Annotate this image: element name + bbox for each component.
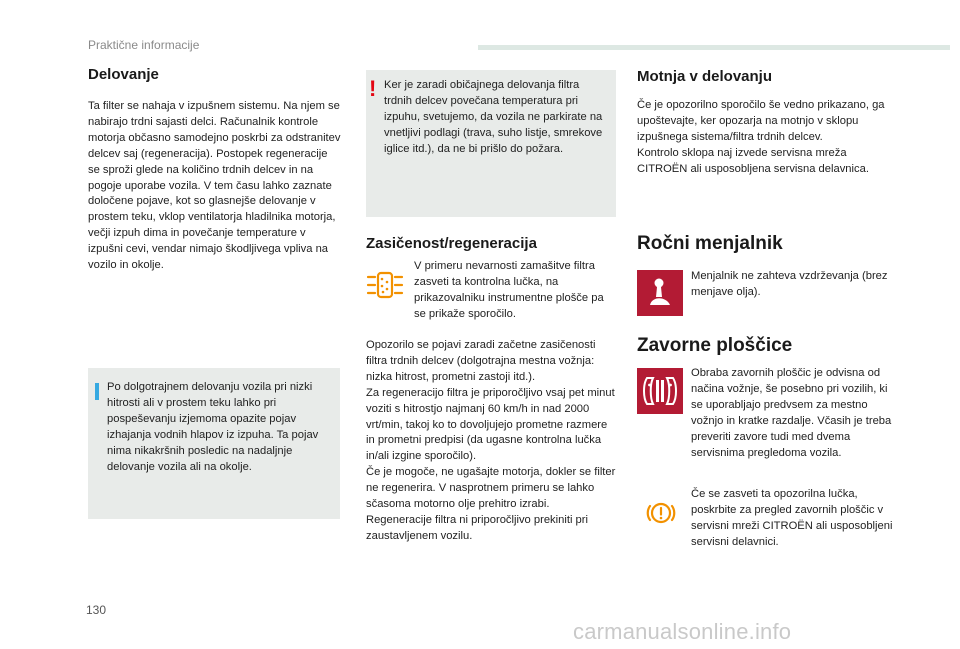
page-number: 130 [86,603,107,617]
header-rule [478,45,950,50]
info-box [88,368,340,519]
warning-box [366,70,616,217]
brake-body: Obraba zavornih ploščic je odvisna od načina vožnje, še posebno pri vozilih, ki se uporabljajo predvsem za mestno vožnjo in kratke razdalje. Včasih je treba preveriti zavore tudi med dvema servisnima pregledoma vozila. [691,367,892,459]
motnja-body: Če je opozorilno sporočilo še vedno prikazano, ga upoštevajte, ker opozarja na motnjo v sklopu izpušnega sistema/filtra trdnih delcev. Kontrolo sklopa naj izvede servisna mreža CITROËN ali usposobljena servisna delavnica. [637,99,885,175]
delovanje-body: Ta filter se nahaja v izpušnem sistemu. Na njem se nabirajo trdni sajasti delci. Računalnik kontrole motorja občasno samodejno poskrbi za odstranitev delcev saj (regeneracija). Postopek regeneracije se sproži glede na količino trdnih delcev in na pogoje uporabe vozila. V tem času lahko zaznate določene pojave, kot so glasnejše delovanje v prostem teku, vklop ventilatorja hladilnika motorja, večji izpuh dima in povečanje temperature v izpušni cevi, vendar nimajo škodljivega vpliva na vozilo in okolje. [88,100,341,272]
info-icon [95,383,99,400]
heading-zavorne-ploscice: Zavorne ploščice [637,335,793,356]
heading-zasicenost: Zasičenost/regeneracija [366,235,537,252]
watermark: carmanualsonline.info [573,619,792,644]
gearbox-body: Menjalnik ne zahteva vzdrževanja (brez menjave olja). [691,270,888,298]
brake-pads-icon [637,368,683,414]
particle-filter-warning-icon [366,265,406,305]
section-title: Praktične informacije [88,38,200,52]
info-box-text: Po dolgotrajnem delovanju vozila pri nizki hitrosti ali v prostem teku lahko pri pospeševanju izjemoma opazite pojav izhajanja vodnih hlapov iz izpuha. Ta pojav nima nikakršnih posledic na nadaljnje delovanje vozila ali na okolje. [107,381,319,473]
heading-delovanje: Delovanje [88,66,159,83]
heading-motnja: Motnja v delovanju [637,68,773,85]
zasicenost-icon-text: V primeru nevarnosti zamašitve filtra zasveti ta kontrolna lučka, na prikazovalniku instrumentne plošče pa se prikaže sporočilo. [414,260,604,320]
gearstick-icon [637,270,683,316]
zasicenost-body: Opozorilo se pojavi zaradi začetne zasičenosti filtra trdnih delcev (dolgotrajna mestna vožnja: nizka hitrost, prometni zastoji itd.). Za regeneracijo filtra je priporočljivo vsaj pet minut voziti s hitrostjo najmanj 60 km/h in nad 2000 vrt/min, takoj ko to dovoljujejo prometne razmere in prometni predpisi (da ugasne kontrolna lučka in/ali izgine sporočilo). Če je mogoče, ne ugašajte motorja, dokler se filter ne regenerira. V nasprotnem primeru se lahko sčasoma motorno olje prehitro izrabi. Regeneracije filtra ni priporočljivo prekiniti pri zaustavljenem vozilu. [366,339,616,542]
warning-box-text: Ker je zaradi običajnega delovanja filtra trdnih delcev povečana temperatura pri izpuhu, svetujemo, da vozila ne parkirate na vnetljivi podlagi (trava, suho listje, smrekove iglice itd.), da ne bi prišlo do požara. [384,79,603,155]
brake-warning-body: Če se zasveti ta opozorilna lučka, poskrbite za pregled zavornih ploščic v servisni mreži CITROËN ali usposobljeni servisni delavnici. [691,488,893,548]
brake-warning-icon [645,497,677,529]
heading-rocni-menjalnik: Ročni menjalnik [637,233,783,254]
warning-exclamation-icon: ! [369,76,377,101]
